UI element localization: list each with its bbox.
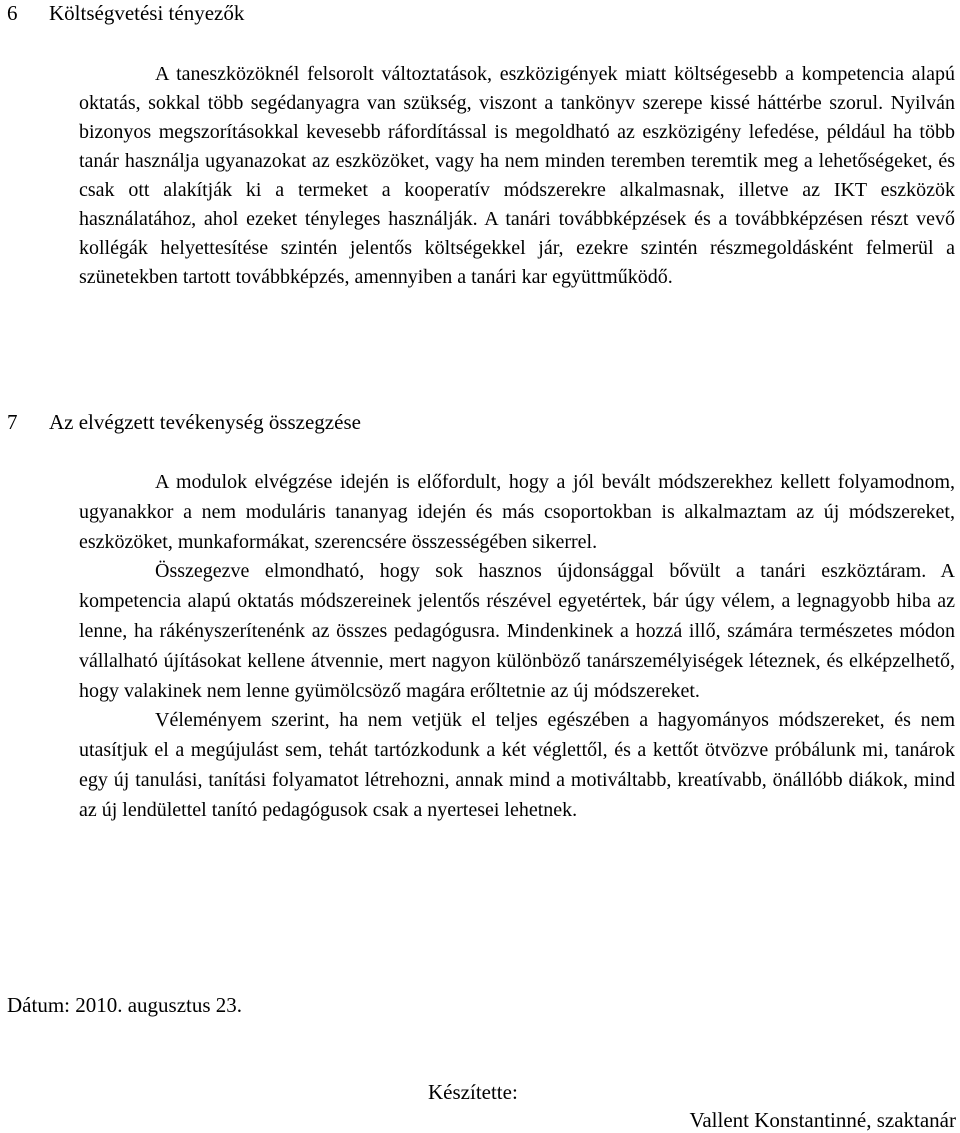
author-name: Vallent Konstantinné, szaktanár [689,1108,956,1132]
section-6-paragraph: A taneszközöknél felsorolt változtatások, eszközigények miatt költségesebb a kompetencia alapú oktatás, sokkal több segédanyagra van szükség, viszont a tankönyv szerepe kissé háttérbe szorul. Nyilván bizonyos megszorításokkal kevesebb ráfordítással is megoldható az eszközigény lefedése, például ha több tanár használja ugyanazokat az eszközöket, vagy ha nem minden teremben teremtik meg a lehetőségeket, és csak ott alakítják ki a termeket a kooperatív módszerekre alkalmasnak, illetve az IKT eszközök használatához, ahol ezeket tényleges használják. A tanári továbbképzések és a továbbképzésen részt vevő kollégák helyettesítése szintén jelentős költségekkel jár, ezekre szintén részmegoldásként felmerül a szünetekben tartott továbbképzés, amennyiben a tanári kar együttműködő. [79,63,955,288]
section-number: 7 [7,410,18,434]
section-7-body [79,468,955,826]
section-6-heading [7,0,244,26]
section-7-heading [7,409,361,435]
date-line: Dátum: 2010. augusztus 23. [7,993,243,1017]
paragraph: Összegezve elmondható, hogy sok hasznos újdonsággal bővült a tanári eszköztáram. A kompetencia alapú oktatás módszereinek jelentős részével egyetértek, bár úgy vélem, a legnagyobb hiba az lenne, ha rákényszerítenénk az összes pedagógusra. Mindenkinek a hozzá illő, számára természetes módon vállalható újításokat kellene átvennie, mert nagyon különböző tanárszemélyiségek léteznek, és elképzelhető, hogy valakinek nem lenne gyümölcsöző magára erőltetnie az új módszereket. [79,560,955,702]
author-label: Készítette: [428,1080,518,1104]
section-number: 6 [7,1,18,25]
paragraph: A modulok elvégzése idején is előfordult, hogy a jól bevált módszerekhez kellett folyamodnom, ugyanakkor a nem moduláris tananyag idején és más csoportokban is alkalmaztam az új módszereket, eszközöket, munkaformákat, szerencsére összességében sikerrel. [79,471,955,553]
section-title: Az elvégzett tevékenység összegzése [49,410,361,434]
section-title: Költségvetési tényezők [49,1,245,25]
paragraph: Véleményem szerint, ha nem vetjük el teljes egészében a hagyományos módszereket, és nem utasítjuk el a megújulást sem, tehát tartózkodunk a két véglettől, és a kettőt ötvözve próbálunk mi, tanárok egy új tanulási, tanítási folyamatot létrehozni, annak mind a motiváltabb, kreatívabb, önállóbb diákok, mind az új lendülettel tanító pedagógusok csak a nyertesei lehetnek. [79,709,955,821]
